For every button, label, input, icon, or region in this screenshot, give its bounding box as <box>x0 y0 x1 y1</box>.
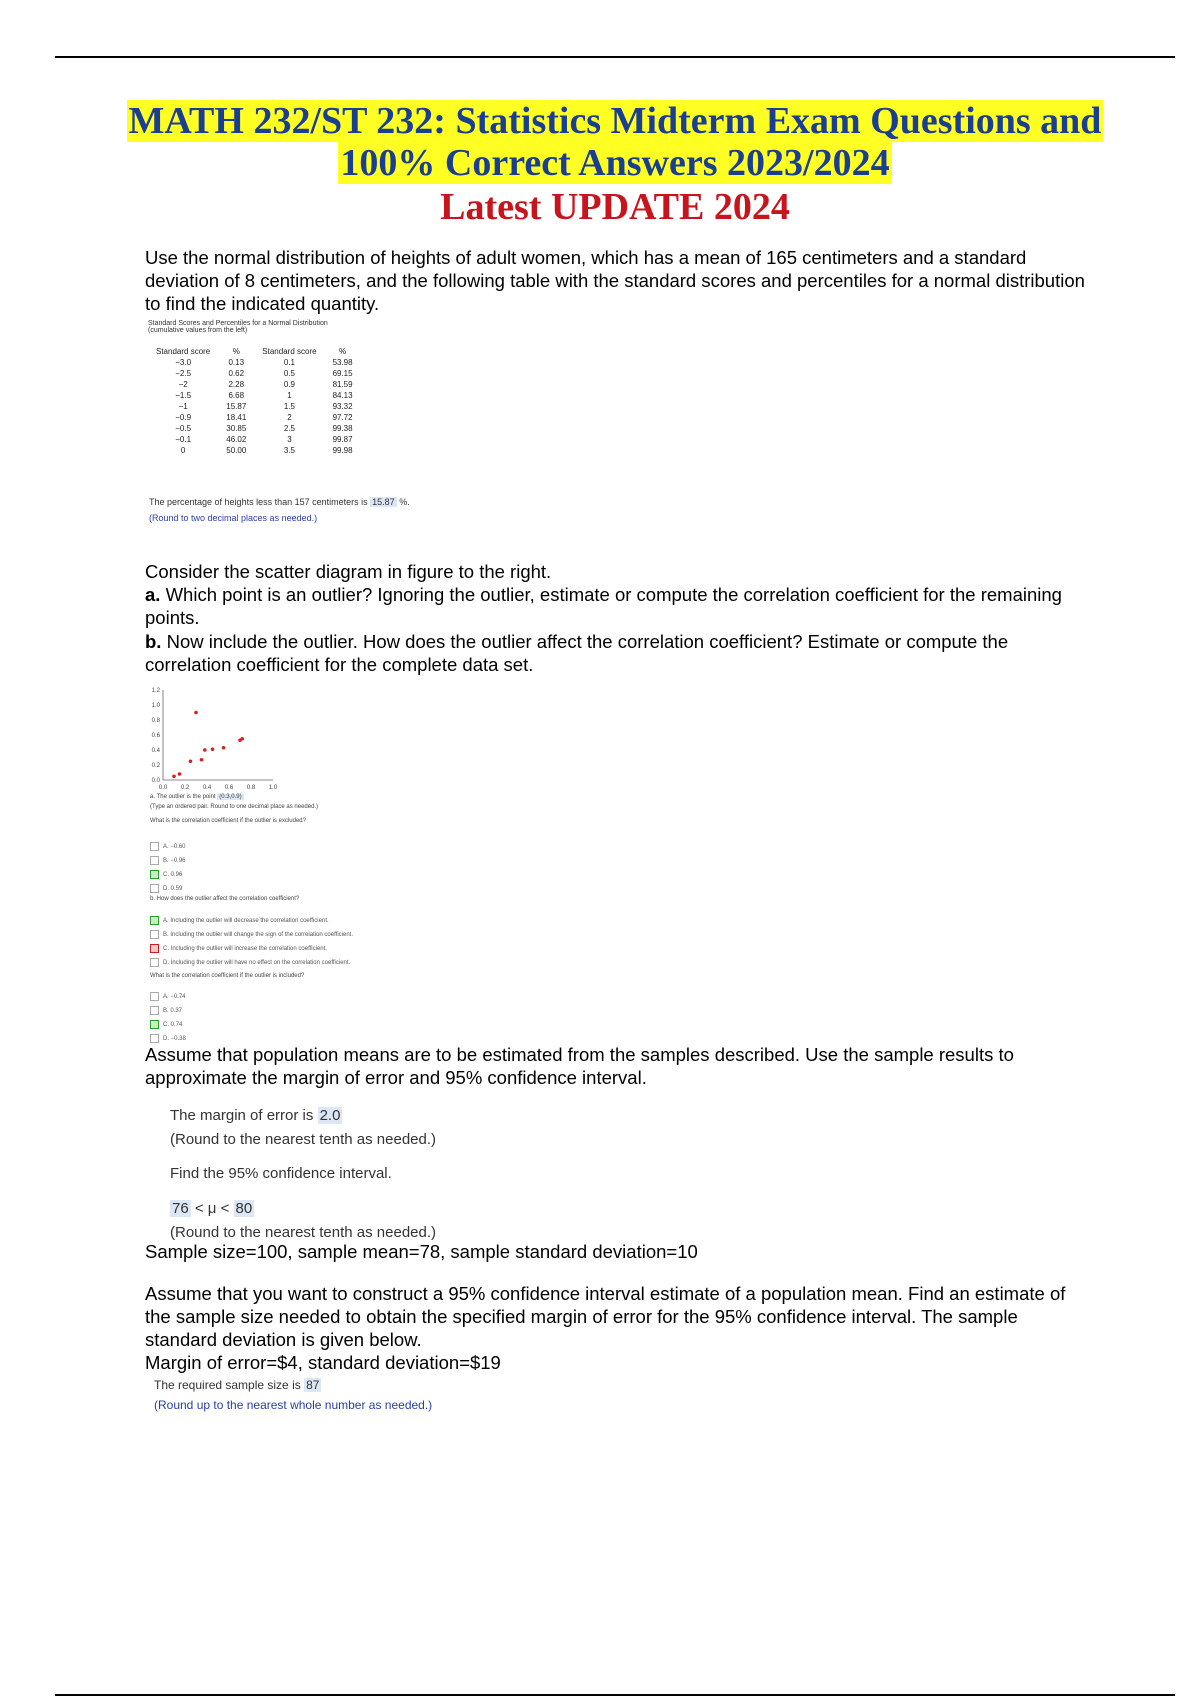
q1-answer-prefix: The percentage of heights less than 157 centimeters is <box>149 497 368 507</box>
table-cell: 84.13 <box>332 391 353 400</box>
option-label: D. Including the outlier will have no effect on the correlation coefficient. <box>163 960 351 966</box>
std-score-table-block <box>148 320 438 456</box>
q2-b-label: b. <box>145 631 162 652</box>
q4-answer-value: 87 <box>306 1378 320 1392</box>
bottom-rule <box>55 1694 1175 1696</box>
table-cell: 53.98 <box>332 358 353 367</box>
scatter-point <box>189 759 193 763</box>
y-tick-label: 0.6 <box>151 733 160 739</box>
q1-answer-line <box>149 497 410 507</box>
table-row <box>148 379 361 390</box>
answer-option[interactable] <box>150 868 186 882</box>
q2-intro: Consider the scatter diagram in figure to the right. <box>145 561 552 582</box>
document-title <box>0 100 1200 230</box>
table-cell: −0.9 <box>175 413 192 422</box>
scatter-point <box>211 747 215 751</box>
q3-ci-line <box>170 1200 254 1217</box>
answer-option[interactable] <box>150 882 186 896</box>
option-label: C. Including the outlier will increase the correlation coefficient. <box>163 946 327 952</box>
q3-ci-low: 76 <box>172 1200 189 1217</box>
option-label: C. 0.96 <box>163 872 183 878</box>
table-cell: 93.32 <box>332 402 353 411</box>
q1-text: Use the normal distribution of heights of adult women, which has a mean of 165 centimeters and a standard deviation of 8 centimeters, and the following table with the standard scores and percentiles for a normal distribution to find the indicated quantity. <box>145 247 1085 314</box>
table-cell: −1 <box>178 402 188 411</box>
y-tick-label: 0.0 <box>151 778 160 784</box>
table-title: Standard Scores and Percentiles for a Normal Distribution <box>148 320 328 327</box>
table-subtitle: (cumulative values from the left) <box>148 327 248 334</box>
q1-answer-value: 15.87 <box>372 497 395 507</box>
radio-icon[interactable] <box>150 842 159 851</box>
q3-ci-hint: (Round to the nearest tenth as needed.) <box>170 1224 437 1241</box>
option-label: C. 0.74 <box>163 1022 183 1028</box>
q4-text: Assume that you want to construct a 95% confidence interval estimate of a population mean. Find an estimate of the sample size needed to obtain the specified margin of error for the 95% confidence interval. The sample standard deviation is given below. <box>145 1283 1066 1350</box>
y-tick-label: 0.4 <box>151 748 160 754</box>
q2-a-text: Which point is an outlier? Ignoring the outlier, estimate or compute the correlation coefficient for the remaining points. <box>145 584 1062 628</box>
table-header-cell: % <box>232 347 240 356</box>
q2-question-without: What is the correlation coefficient if the outlier is excluded? <box>150 818 306 824</box>
x-tick-label: 1.0 <box>268 785 278 791</box>
table-cell: 18.41 <box>226 413 247 422</box>
radio-icon[interactable] <box>150 930 159 939</box>
radio-icon[interactable] <box>150 1034 159 1043</box>
table-row <box>148 390 361 401</box>
table-cell: 0.62 <box>228 369 245 378</box>
table-cell: −0.5 <box>175 424 192 433</box>
answer-option[interactable] <box>150 928 353 942</box>
table-cell: 46.02 <box>226 435 247 444</box>
scatter-plot <box>145 680 295 792</box>
radio-icon[interactable] <box>150 958 159 967</box>
scatter-point <box>178 772 182 776</box>
q2-part-b <box>145 630 1085 676</box>
answer-option[interactable] <box>150 1018 186 1032</box>
table-cell: 1.5 <box>283 402 295 411</box>
answer-option[interactable] <box>150 990 186 1004</box>
table-row <box>148 434 361 445</box>
title-line-1: MATH 232/ST 232: Statistics Midterm Exam Questions and <box>128 100 1102 142</box>
q4-given: Margin of error=$4, standard deviation=$19 <box>145 1352 501 1373</box>
q4-answer-line <box>154 1378 321 1392</box>
table-cell: −3.0 <box>175 358 192 367</box>
x-tick-label: 0.2 <box>180 785 190 791</box>
title-line-2: 100% Correct Answers 2023/2024 <box>340 142 890 184</box>
table-cell: 0.1 <box>283 358 295 367</box>
table-cell: 0.13 <box>228 358 245 367</box>
q3-moe-hint: (Round to the nearest tenth as needed.) <box>170 1131 437 1148</box>
table-cell: 2.5 <box>283 424 295 433</box>
q2-question-with: What is the correlation coefficient if the outlier is included? <box>150 973 305 979</box>
option-label: A. −0.74 <box>163 994 186 1000</box>
table-cell: 0.9 <box>283 380 295 389</box>
q1-answer-suffix: %. <box>399 497 410 507</box>
table-cell: 15.87 <box>226 402 247 411</box>
answer-option[interactable] <box>150 1004 186 1018</box>
table-cell: 97.72 <box>332 413 353 422</box>
y-tick-label: 0.2 <box>151 763 160 769</box>
table-cell: −0.1 <box>175 435 192 444</box>
table-row <box>148 357 361 368</box>
top-rule <box>55 56 1175 58</box>
table-cell: 50.00 <box>226 446 247 455</box>
answer-option[interactable] <box>150 854 186 868</box>
option-label: D. 0.59 <box>163 886 183 892</box>
options-without-outlier <box>150 840 186 896</box>
x-tick-label: 0.4 <box>202 785 212 791</box>
scatter-point <box>172 774 176 778</box>
radio-icon[interactable] <box>150 856 159 865</box>
radio-icon[interactable] <box>150 870 159 879</box>
table-cell: 69.15 <box>332 369 353 378</box>
q2-outlier-hint: (Type an ordered pair. Round to one decimal place as needed.) <box>150 804 319 810</box>
option-label: B. 0.37 <box>163 1008 183 1014</box>
table-cell: 3 <box>287 435 292 444</box>
q3-sample: Sample size=100, sample mean=78, sample standard deviation=10 <box>145 1241 698 1262</box>
q2-b-text: Now include the outlier. How does the outlier affect the correlation coefficient? Estimate or compute the correlation coefficient for the complete data set. <box>145 631 1009 675</box>
y-tick-label: 1.0 <box>151 703 160 709</box>
table-cell: 99.87 <box>332 435 353 444</box>
table-cell: 2.28 <box>228 380 245 389</box>
scatter-point <box>194 711 198 715</box>
q2-outlier-value: (0.3,0.9) <box>219 794 242 800</box>
option-label: A. −0.60 <box>163 844 186 850</box>
table-cell: 1 <box>287 391 292 400</box>
update-line: Latest UPDATE 2024 <box>440 186 790 228</box>
y-tick-label: 0.8 <box>151 718 160 724</box>
radio-icon[interactable] <box>150 916 159 925</box>
q2-question-effect: b. How does the outlier affect the correlation coefficient? <box>150 896 300 902</box>
q3-ci-high: 80 <box>235 1200 253 1217</box>
table-cell: 0 <box>180 446 186 455</box>
q2-outlier-prefix: a. The outlier is the point <box>150 794 216 800</box>
table-row <box>148 423 361 434</box>
option-label: D. −0.38 <box>163 1036 186 1042</box>
table-cell: −2 <box>178 380 188 389</box>
q2-part-a <box>145 583 1085 629</box>
table-cell: 99.98 <box>332 446 353 455</box>
table-row <box>148 412 361 423</box>
radio-icon[interactable] <box>150 1020 159 1029</box>
answer-option[interactable] <box>150 942 353 956</box>
radio-icon[interactable] <box>150 992 159 1001</box>
q2-outlier-line <box>150 794 370 800</box>
x-tick-label: 0.0 <box>158 785 168 791</box>
q4-answer-prefix: The required sample size is <box>154 1378 301 1392</box>
table-cell: 99.38 <box>332 424 353 433</box>
table-row <box>148 368 361 379</box>
scatter-point <box>203 748 207 752</box>
q3-ci-prompt: Find the 95% confidence interval. <box>170 1165 392 1182</box>
options-with-outlier <box>150 990 186 1046</box>
table-cell: 0.5 <box>283 369 295 378</box>
scatter-point <box>240 737 244 741</box>
radio-icon[interactable] <box>150 884 159 893</box>
table-cell: −1.5 <box>175 391 192 400</box>
scatter-point <box>200 758 204 762</box>
table-cell: 2 <box>287 413 292 422</box>
options-effect <box>150 914 353 970</box>
option-label: A. Including the outlier will decrease the correlation coefficient. <box>163 918 329 924</box>
q1-hint: (Round to two decimal places as needed.) <box>149 513 318 523</box>
table-cell: 30.85 <box>226 424 247 433</box>
answer-option[interactable] <box>150 956 353 970</box>
x-tick-label: 0.8 <box>246 785 256 791</box>
std-score-table <box>148 346 361 456</box>
x-tick-label: 0.6 <box>224 785 234 791</box>
option-label: B. Including the outlier will change the sign of the correlation coefficient. <box>163 932 354 938</box>
q4-hint: (Round up to the nearest whole number as needed.) <box>154 1398 433 1412</box>
scatter-point <box>222 746 226 750</box>
table-header-cell: Standard score <box>156 347 211 356</box>
table-cell: −2.5 <box>175 369 192 378</box>
q3-ci-mid: < μ < <box>194 1200 230 1217</box>
answer-option[interactable] <box>150 914 353 928</box>
table-cell: 6.68 <box>228 391 245 400</box>
q2-outlier-block <box>150 794 370 824</box>
q3-moe-value: 2.0 <box>319 1107 341 1124</box>
q3-moe-line <box>170 1107 342 1124</box>
option-label: B. −0.96 <box>163 858 186 864</box>
table-header-cell: Standard score <box>262 347 317 356</box>
y-tick-label: 1.2 <box>151 688 160 694</box>
table-row <box>148 445 361 456</box>
q2-a-label: a. <box>145 584 161 605</box>
table-header-cell: % <box>339 347 347 356</box>
q3-moe-prefix: The margin of error is <box>170 1107 314 1124</box>
q3-text: Assume that population means are to be estimated from the samples described. Use the sample results to approximate the margin of error and 95% confidence interval. <box>145 1044 1014 1088</box>
table-cell: 3.5 <box>283 446 295 455</box>
table-row <box>148 401 361 412</box>
table-cell: 81.59 <box>332 380 353 389</box>
answer-option[interactable] <box>150 840 186 854</box>
radio-icon[interactable] <box>150 1006 159 1015</box>
radio-icon[interactable] <box>150 944 159 953</box>
